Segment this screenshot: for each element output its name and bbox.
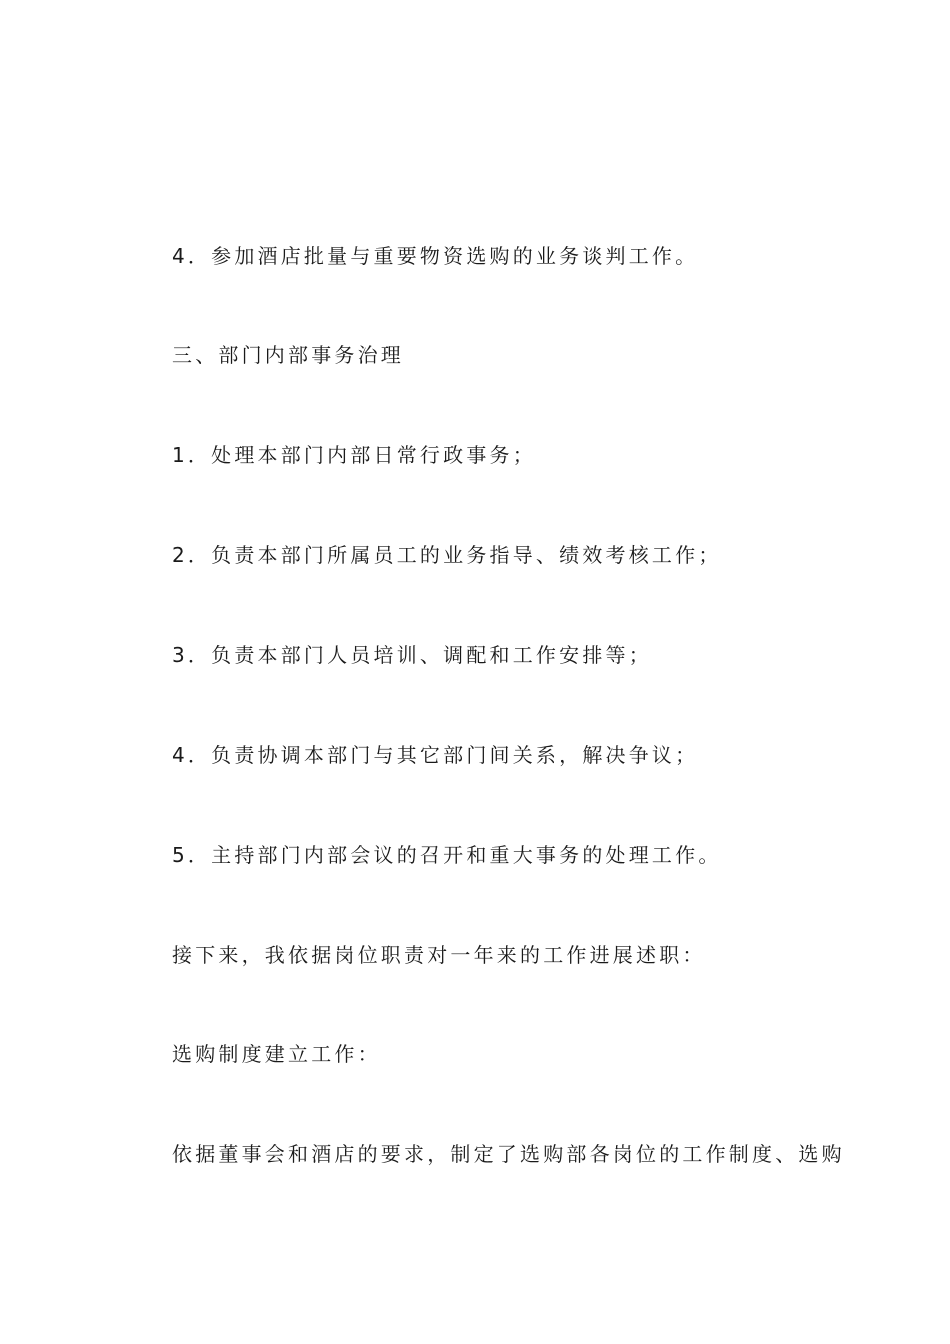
subheading-procurement-system: 选购制度建立工作： (172, 1042, 381, 1066)
paragraph-item-4-coordination: 4．负责协调本部门与其它部门间关系，解决争议； (172, 743, 699, 767)
paragraph-report-intro: 接下来，我依据岗位职责对一年来的工作进展述职： (172, 943, 706, 967)
paragraph-item-5-meetings: 5．主持部门内部会议的召开和重大事务的处理工作。 (172, 843, 722, 867)
section-heading-internal-affairs: 三、部门内部事务治理 (172, 343, 404, 367)
paragraph-procurement-body: 依据董事会和酒店的要求，制定了选购部各岗位的工作制度、选购 (172, 1142, 845, 1166)
paragraph-item-3-training: 3．负责本部门人员培训、调配和工作安排等； (172, 643, 652, 667)
paragraph-item-1-admin: 1．处理本部门内部日常行政事务； (172, 443, 536, 467)
paragraph-item-4-negotiation: 4．参加酒店批量与重要物资选购的业务谈判工作。 (172, 244, 699, 268)
paragraph-item-2-staff: 2．负责本部门所属员工的业务指导、绩效考核工作； (172, 543, 722, 567)
